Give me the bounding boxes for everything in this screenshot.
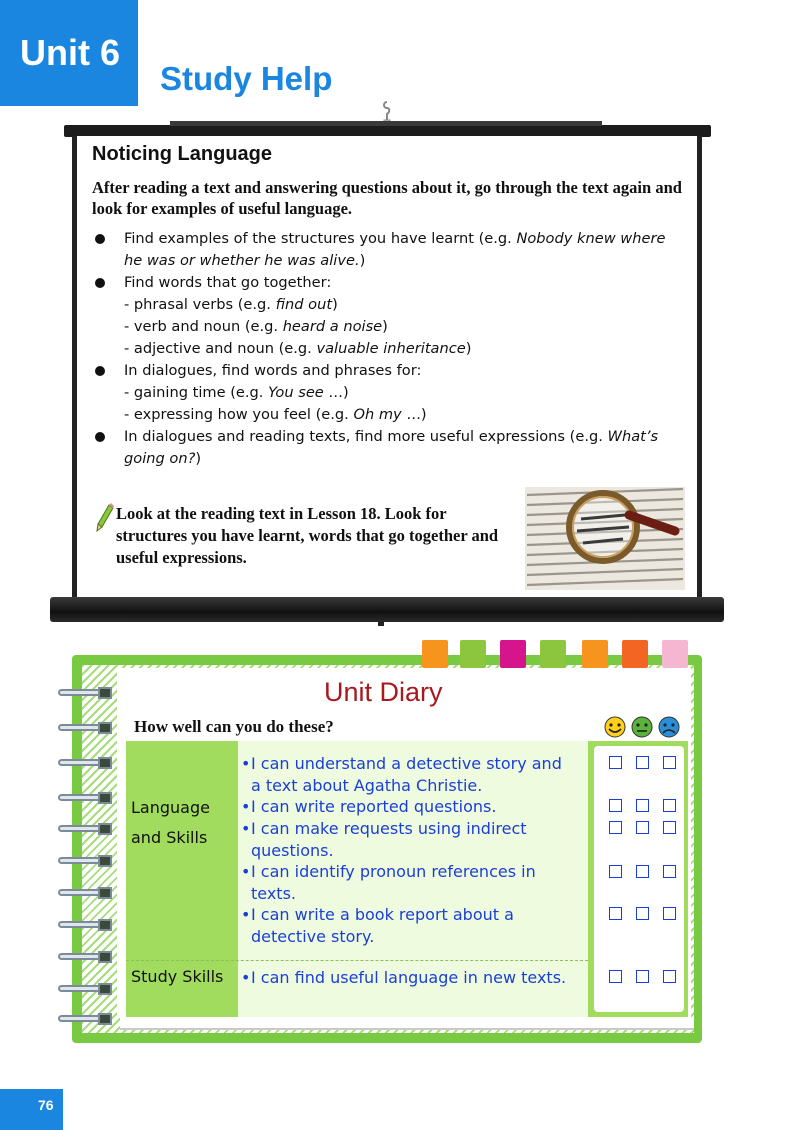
can-do-item: •I can write reported questions. (241, 797, 497, 816)
rating-checkbox-sad[interactable] (663, 865, 676, 878)
example: valuable inheritance (316, 340, 466, 357)
rating-checkbox-neutral[interactable] (636, 799, 649, 812)
can-do-text: I can find useful language in new texts. (251, 968, 567, 987)
notebook-tab (540, 640, 566, 668)
rating-checkbox-neutral[interactable] (636, 907, 649, 920)
text: Find words that go together: (124, 274, 332, 291)
text: - verb and noun (e.g. (124, 318, 283, 335)
spiral-ring (58, 951, 113, 963)
can-do-text: questions. (251, 840, 334, 860)
can-do-text: I can identify pronoun references in (251, 862, 536, 881)
rating-checkboxes (609, 907, 679, 921)
rating-checkbox-happy[interactable] (609, 907, 622, 920)
noticing-language-heading: Noticing Language (92, 143, 272, 165)
unit-label: Unit 6 (20, 32, 121, 73)
example: heard a noise (282, 318, 383, 335)
rating-checkbox-sad[interactable] (663, 799, 676, 812)
rating-checkboxes (609, 756, 679, 770)
text: …) (323, 384, 349, 401)
list-item (92, 272, 682, 360)
can-do-item: •I can write a book report about a detective story. (241, 904, 586, 947)
notebook-tab (622, 640, 648, 668)
rating-faces (603, 715, 683, 739)
text: - expressing how you feel (e.g. (124, 406, 354, 423)
category-study-skills: Study Skills (131, 967, 224, 986)
text: Find examples of the structures you have learnt (e.g. (124, 230, 517, 247)
text: - adjective and noun (e.g. (124, 340, 317, 357)
unit-badge (0, 0, 138, 106)
row-divider (126, 960, 588, 961)
spiral-ring (58, 757, 113, 769)
example: What’s going on? (124, 428, 659, 467)
rating-checkbox-sad[interactable] (663, 907, 676, 920)
list-item (92, 426, 682, 470)
rating-checkbox-happy[interactable] (609, 799, 622, 812)
notebook-tab (422, 640, 448, 668)
can-do-item: •I can find useful language in new texts. (241, 968, 567, 987)
can-do-text: I can write a book report about a (251, 905, 514, 924)
category-language-and-skills: Language and Skills (131, 798, 210, 847)
rating-checkbox-happy[interactable] (609, 970, 622, 983)
noticing-language-intro: After reading a text and answering questions about it, go through the text again and look for examples of useful language. (92, 178, 682, 218)
notebook-page-edge (120, 1018, 694, 1030)
bullet-icon (95, 432, 105, 442)
neutral-face-icon (632, 717, 652, 737)
notebook-tab (662, 640, 688, 668)
rating-checkbox-sad[interactable] (663, 756, 676, 769)
text: ) (465, 340, 472, 357)
page-number-badge (0, 1089, 63, 1130)
rating-checkbox-neutral[interactable] (636, 865, 649, 878)
example: Oh my (353, 406, 402, 423)
text: ) (359, 252, 366, 269)
rating-checkbox-neutral[interactable] (636, 821, 649, 834)
spiral-ring (58, 983, 113, 995)
list-item (92, 360, 682, 426)
spiral-ring (58, 792, 113, 804)
magnifying-glass-newspaper-image (525, 487, 685, 590)
can-do-text: detective story. (251, 926, 375, 946)
rating-checkbox-happy[interactable] (609, 865, 622, 878)
can-do-item: •I can understand a detective story and a text about Agatha Christie. (241, 753, 586, 796)
text: - gaining time (e.g. (124, 384, 269, 401)
task-text: Look at the reading text in Lesson 18. Look for structures you have learnt, words that go together and useful expressions. (116, 504, 499, 567)
can-do-text: texts. (251, 883, 296, 903)
text: - phrasal verbs (e.g. (124, 296, 276, 313)
text: In dialogues, find words and phrases for: (124, 362, 422, 379)
rating-checkboxes (609, 821, 679, 835)
rating-checkboxes (609, 970, 679, 984)
rating-checkbox-sad[interactable] (663, 821, 676, 834)
text: In dialogues and reading texts, find more useful expressions (e.g. (124, 428, 608, 445)
list-item (92, 228, 682, 272)
example: You see (268, 384, 324, 401)
notebook-tab (460, 640, 486, 668)
spiral-ring (58, 722, 113, 734)
spiral-ring (58, 887, 113, 899)
rating-checkboxes (609, 799, 679, 813)
rating-checkbox-happy[interactable] (609, 756, 622, 769)
rating-checkbox-happy[interactable] (609, 821, 622, 834)
can-do-item: •I can identify pronoun references in texts. (241, 861, 586, 904)
text: ) (195, 450, 202, 467)
can-do-text: I can make requests using indirect (251, 819, 527, 838)
rating-checkbox-neutral[interactable] (636, 756, 649, 769)
rating-checkboxes (609, 865, 679, 879)
spiral-ring (58, 1013, 113, 1025)
noticing-language-list (92, 228, 682, 470)
rating-checkbox-sad[interactable] (663, 970, 676, 983)
page-number: 76 (38, 1097, 54, 1113)
can-do-item: •I can make requests using indirect questions. (241, 818, 586, 861)
sad-face-icon (659, 717, 679, 737)
bullet-icon (95, 366, 105, 376)
bullet-icon (95, 234, 105, 244)
spiral-ring (58, 823, 113, 835)
can-do-text: a text about Agatha Christie. (251, 775, 483, 795)
screen-bottom-bar (50, 597, 724, 622)
self-assessment-question: How well can you do these? (134, 717, 334, 736)
spiral-ring (58, 687, 113, 699)
spiral-ring (58, 919, 113, 931)
unit-diary-title: Unit Diary (324, 677, 443, 707)
bullet-icon (95, 278, 105, 288)
rating-checkbox-neutral[interactable] (636, 970, 649, 983)
can-do-text: I can understand a detective story and (251, 754, 562, 773)
spiral-ring (58, 855, 113, 867)
section-title: Study Help (160, 60, 333, 97)
notebook-tab (500, 640, 526, 668)
notebook-tab (582, 640, 608, 668)
example: Nobody knew where he was or whether he was alive. (124, 230, 666, 269)
text: ) (332, 296, 338, 313)
example: find out (275, 296, 333, 313)
text: …) (401, 406, 427, 423)
happy-face-icon (605, 717, 625, 737)
can-do-text: I can write reported questions. (251, 797, 497, 816)
text: ) (382, 318, 388, 335)
pencil-icon (95, 503, 115, 533)
